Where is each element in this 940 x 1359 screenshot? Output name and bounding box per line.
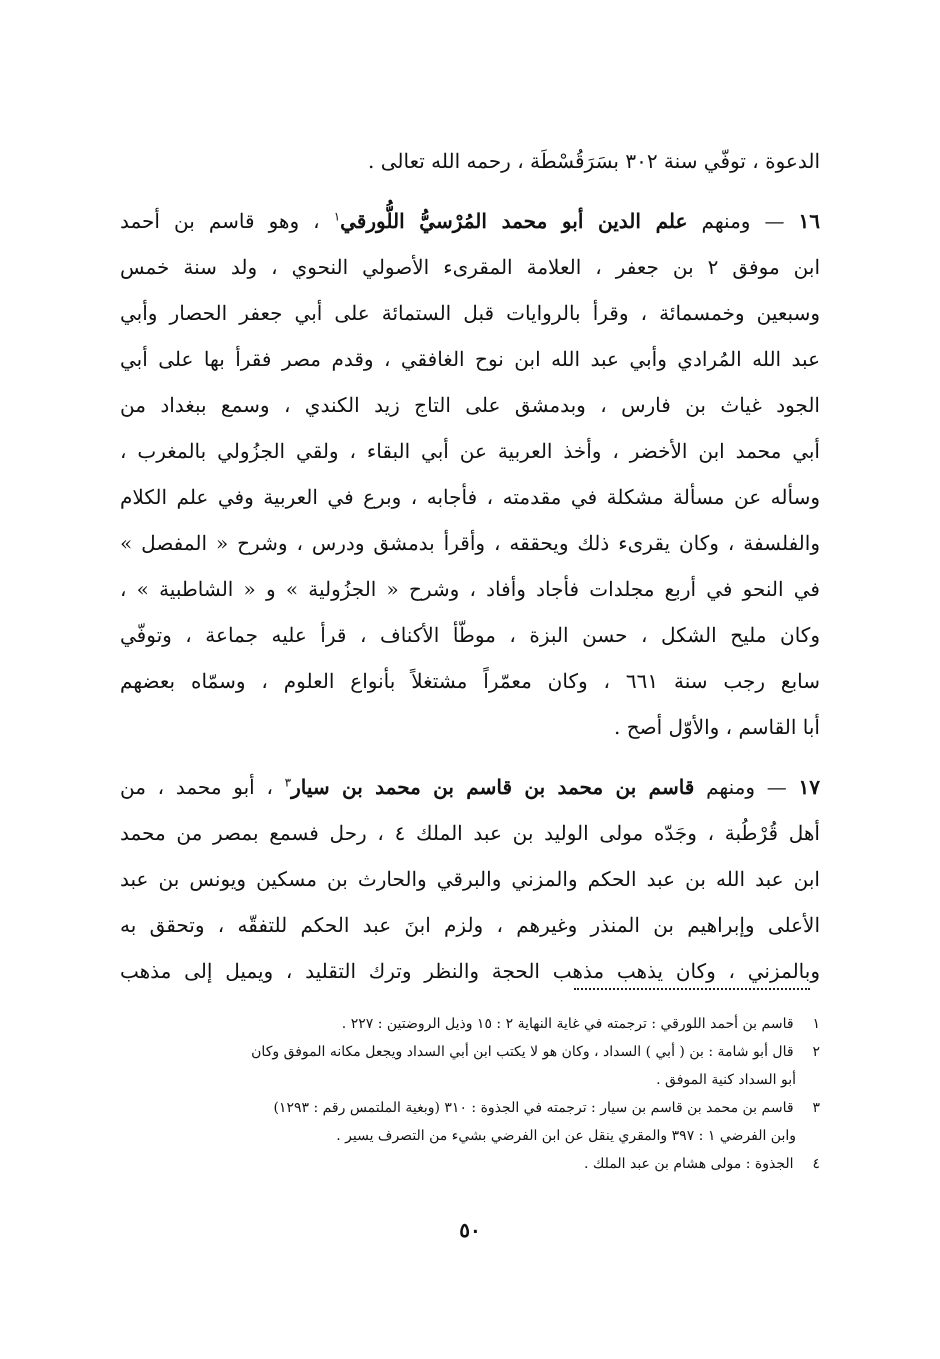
text-line: الأعلى وإبراهيم بن المنذر وغيرهم ، ولزم ابنَ عبد الحكم للتفقّه ، وتحقق به bbox=[120, 913, 820, 937]
entry-rest: ، وهو قاسم بن أحمد bbox=[120, 209, 320, 233]
footnote-number: ١ bbox=[812, 1016, 820, 1032]
entry-dash: — bbox=[764, 209, 785, 233]
footnote-text: قال أبو شامة : بن ( أبي ) السداد ، وكان هو لا يكتب ابن أبي السداد ويجعل مكانه الموفق وكان bbox=[251, 1044, 794, 1060]
footnote-ref: ١ bbox=[333, 209, 341, 224]
text-line: ابن موفق ٢ بن جعفر ، العلامة المقرىء الأصولي النحوي ، ولد سنة خمس bbox=[120, 255, 820, 279]
footnote-text: الجذوة : مولى هشام بن عبد الملك . bbox=[583, 1156, 794, 1172]
entry-number: ١٦ bbox=[798, 209, 820, 233]
entry-name: قاسم بن محمد بن قاسم بن محمد بن سيار bbox=[291, 775, 695, 799]
footnote-continuation: أبو السداد كنية الموفق . bbox=[656, 1072, 796, 1088]
page-number: ٥٠ bbox=[459, 1218, 481, 1242]
entry-17-heading bbox=[120, 764, 820, 810]
entry-intro: ومنهم bbox=[701, 209, 751, 233]
text-line: والفلسفة ، وكان يقرىء ذلك ويحققه ، وأقرأ بدمشق ودرس ، وشرح « المفصل » bbox=[120, 531, 820, 555]
footnote-item bbox=[120, 1150, 820, 1178]
entry-dash: — bbox=[766, 775, 787, 799]
footnote-number: ٣ bbox=[812, 1100, 820, 1116]
text-line: أبا القاسم ، والأوّل أصح . bbox=[613, 715, 820, 739]
text-line: وسبعين وخمسمائة ، وقرأ بالروايات قبل الستمائة على أبي جعفر الحصار وأبي bbox=[120, 301, 820, 325]
text-line: الجود غياث بن فارس ، وبدمشق على التاج زيد الكندي ، وسمع ببغداد من bbox=[120, 393, 820, 417]
entry-rest: ، أبو محمد ، من bbox=[120, 775, 273, 799]
footnote-item bbox=[120, 1010, 820, 1038]
footnote-item bbox=[120, 1038, 820, 1066]
footnote-ref: ٣ bbox=[284, 775, 292, 790]
footnote-number: ٤ bbox=[812, 1156, 820, 1172]
footnote-text: قاسم بن أحمد اللورقي : ترجمته في غاية النهاية ٢ : ١٥ وذيل الروضتين : ٢٢٧ . bbox=[341, 1016, 794, 1032]
footnote-text: قاسم بن محمد بن قاسم بن سيار : ترجمته في الجذوة : ٣١٠ (وبغية الملتمس رقم : ١٢٩٣) bbox=[273, 1100, 794, 1116]
footnote-divider bbox=[574, 988, 810, 990]
entry-number: ١٧ bbox=[798, 775, 820, 799]
footnote-item bbox=[120, 1094, 820, 1122]
entry-name: علم الدين أبو محمد المُرْسيُّ اللُّورقي bbox=[340, 209, 688, 233]
text-line: في النحو في أربع مجلدات فأجاد وأفاد ، وشرح « الجزُولية » و « الشاطبية » ، bbox=[120, 577, 820, 601]
footnote-continuation: وابن الفرضي ١ : ٣٩٧ والمقري ينقل عن ابن الفرضي بشيء من التصرف يسير . bbox=[336, 1128, 796, 1144]
text-line: عبد الله المُرادي وأبي عبد الله ابن نوح الغافقي ، وقدم مصر فقرأ بها على أبي bbox=[120, 347, 820, 371]
text-line: أهل قُرْطُبة ، وجَدّه مولى الوليد بن عبد الملك ٤ ، رحل فسمع بمصر من محمد bbox=[120, 821, 820, 845]
text-line: وبالمزني ، وكان يذهب مذهب الحجة والنظر وترك التقليد ، ويميل إلى مذهب bbox=[120, 959, 820, 983]
text-line: أبي محمد ابن الأخضر ، وأخذ العربية عن أبي البقاء ، ولقي الجزُولي بالمغرب ، bbox=[120, 439, 820, 463]
text-line: الدعوة ، توفّي سنة ٣٠٢ بسَرَقُسْطَة ، رحمه الله تعالى . bbox=[368, 149, 820, 173]
entry-16-heading bbox=[120, 198, 820, 244]
text-line: وكان مليح الشكل ، حسن البزة ، موطّأ الأكناف ، قرأ عليه جماعة ، وتوفّي bbox=[120, 623, 820, 647]
entry-intro: ومنهم bbox=[706, 775, 756, 799]
footnote-number: ٢ bbox=[812, 1044, 820, 1060]
text-line: سابع رجب سنة ٦٦١ ، وكان معمّراً مشتغلاً بأنواع العلوم ، وسمّاه بعضهم bbox=[120, 669, 820, 693]
main-text bbox=[120, 138, 820, 994]
text-line: وسأله عن مسألة مشكلة في مقدمته ، فأجابه ، وبرع في العربية وفي علم الكلام bbox=[120, 485, 820, 509]
footnotes bbox=[120, 1010, 820, 1178]
text-line: ابن عبد الله بن عبد الحكم والمزني والبرقي والحارث بن مسكين ويونس بن عبد bbox=[120, 867, 820, 891]
